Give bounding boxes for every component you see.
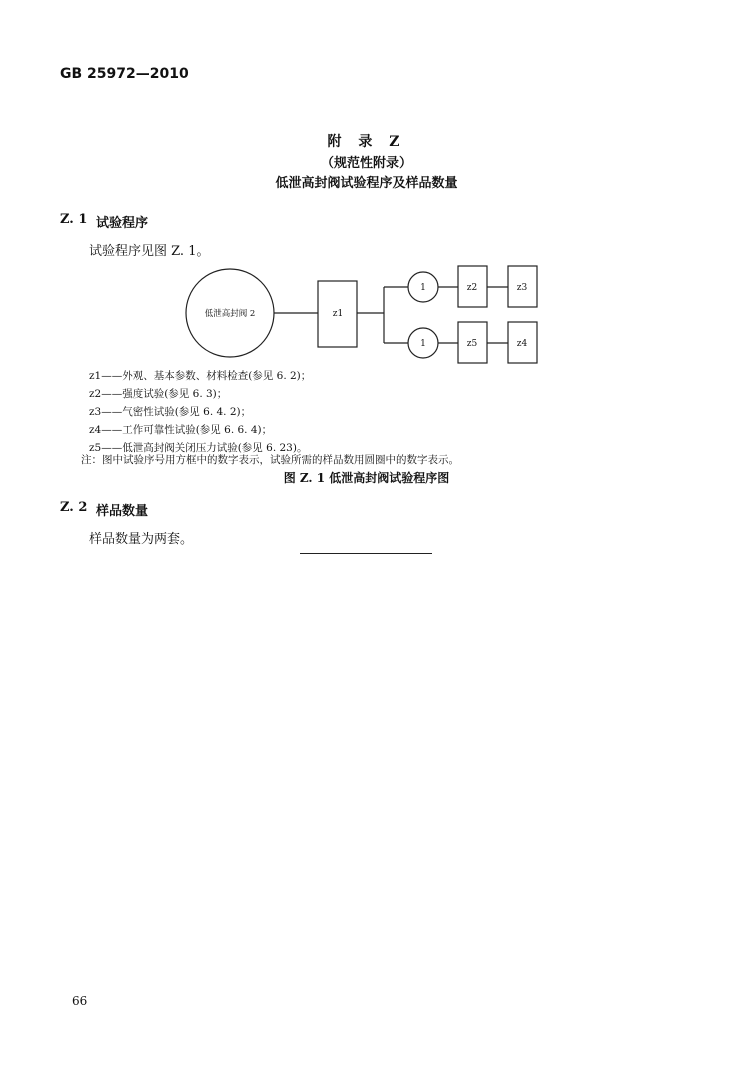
annex-type: （规范性附录） (320, 156, 412, 171)
test-procedure-diagram (0, 0, 733, 380)
standard-number: GB 25972—2010 (60, 66, 189, 82)
box-z3-label: z3 (516, 283, 528, 293)
annex-title: 附 录 Z (327, 134, 406, 150)
page-number: 66 (72, 994, 88, 1008)
legend-item-z1: z1——外观、基本参数、材料检查(参见 6. 2)； (89, 370, 312, 382)
box-z2-label: z2 (466, 283, 478, 293)
section-2-number: Z. 2 (60, 500, 88, 515)
end-rule (300, 553, 432, 554)
section-1-text: 试验程序见图 Z. 1。 (89, 244, 210, 259)
figure-note: 注：图中试验序号用方框中的数字表示，试验所需的样品数用圆圈中的数字表示。 (81, 454, 459, 466)
legend-item-z5: z5——低泄高封阀关闭压力试验(参见 6. 23)。 (89, 442, 308, 454)
legend-item-z3: z3——气密性试验(参见 6. 4. 2)； (89, 406, 252, 418)
box-z5-label: z5 (466, 339, 478, 349)
figure-caption: 图 Z. 1 低泄高封阀试验程序图 (283, 471, 450, 485)
box-z4-label: z4 (516, 339, 528, 349)
lower-circle-label: 1 (420, 339, 426, 349)
section-2-text: 样品数量为两套。 (89, 532, 194, 547)
section-1-number: Z. 1 (60, 212, 88, 227)
box-z1-label: z1 (332, 309, 344, 319)
sample-circle-label: 低泄高封阀 2 (204, 309, 256, 319)
section-2-title: 样品数量 (96, 504, 149, 519)
annex-name: 低泄高封阀试验程序及样品数量 (275, 176, 458, 191)
legend-item-z4: z4——工作可靠性试验(参见 6. 6. 4)； (89, 424, 273, 436)
legend-item-z2: z2——强度试验(参见 6. 3)； (89, 388, 228, 400)
upper-circle-label: 1 (420, 283, 426, 293)
section-1-title: 试验程序 (96, 216, 149, 231)
